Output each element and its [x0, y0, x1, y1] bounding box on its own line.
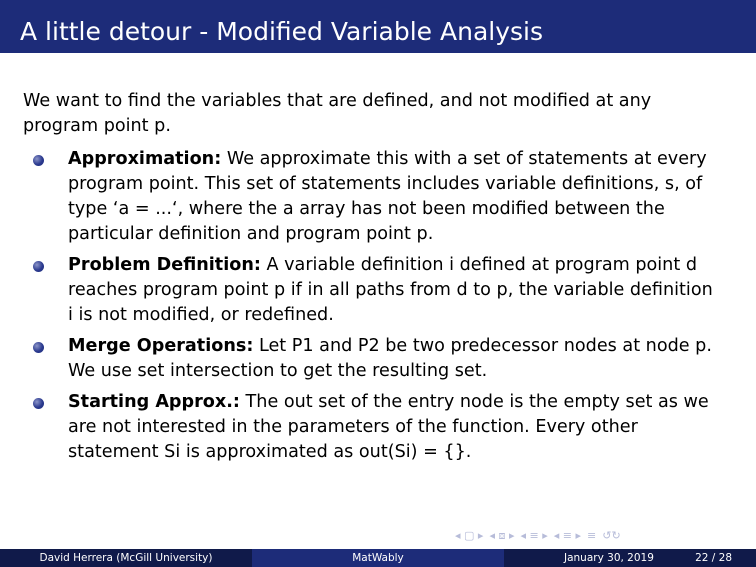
footer-author-text: David Herrera (McGill University): [39, 552, 213, 564]
title-bar: [0, 0, 756, 53]
nav-prev-frame-icon[interactable]: ◂ ⧈ ▸: [489, 529, 515, 542]
bullet-icon: [33, 155, 44, 166]
bullet-text: We approximate this with a set of statements at every program point. This set of statements includes variable definitions, s, of type ‘a = ...‘, where the a array has not been modified between the particular definition and program point p.: [68, 149, 707, 244]
bullet-label: Approximation:: [68, 149, 222, 169]
bullet-text: Let P1 and P2 be two predecessor nodes at node p. We use set intersection to get the resulting set.: [68, 336, 712, 381]
footer-author: [0, 549, 252, 567]
bullet-list: [23, 147, 723, 465]
bullet-item-problem-definition: [23, 253, 723, 328]
bullet-item-starting-approx: [23, 390, 723, 465]
footer-date-page: [504, 549, 756, 567]
beamer-navigation-bar[interactable]: [455, 528, 621, 544]
nav-subsection-icon[interactable]: ◂ ≡ ▸: [520, 529, 548, 542]
nav-search-icon[interactable]: ↺↻: [602, 529, 621, 542]
bullet-item-merge-operations: [23, 334, 723, 384]
nav-section-icon[interactable]: ◂ ≡ ▸: [553, 529, 582, 542]
bullet-label: Problem Definition:: [68, 255, 261, 275]
footer-bar: [0, 549, 756, 567]
bullet-icon: [33, 342, 44, 353]
bullet-label: Merge Operations:: [68, 336, 254, 356]
nav-appendix-icon[interactable]: ≡: [587, 529, 597, 542]
bullet-icon: [33, 398, 44, 409]
footer-date: January 30, 2019: [564, 552, 654, 564]
nav-prev-slide-icon[interactable]: ◂ ▢ ▸: [455, 529, 484, 542]
slide-content: [23, 89, 723, 471]
footer-title: [252, 549, 504, 567]
bullet-item-approximation: [23, 147, 723, 247]
bullet-icon: [33, 261, 44, 272]
bullet-text: The out set of the entry node is the empty set as we are not interested in the parameters of the function. Every other statement Si is approximated as out(Si) = {}.: [68, 392, 709, 462]
footer-title-text: MatWably: [352, 552, 404, 564]
bullet-text: A variable definition i defined at program point d reaches program point p if in all paths from d to p, the variable definition i is not modified, or redefined.: [68, 255, 713, 325]
footer-page-number: 22 / 28: [695, 552, 732, 564]
slide-title: A little detour - Modified Variable Analysis: [20, 17, 543, 46]
bullet-label: Starting Approx.:: [68, 392, 240, 412]
intro-text: We want to find the variables that are defined, and not modified at any program point p.: [23, 91, 652, 136]
